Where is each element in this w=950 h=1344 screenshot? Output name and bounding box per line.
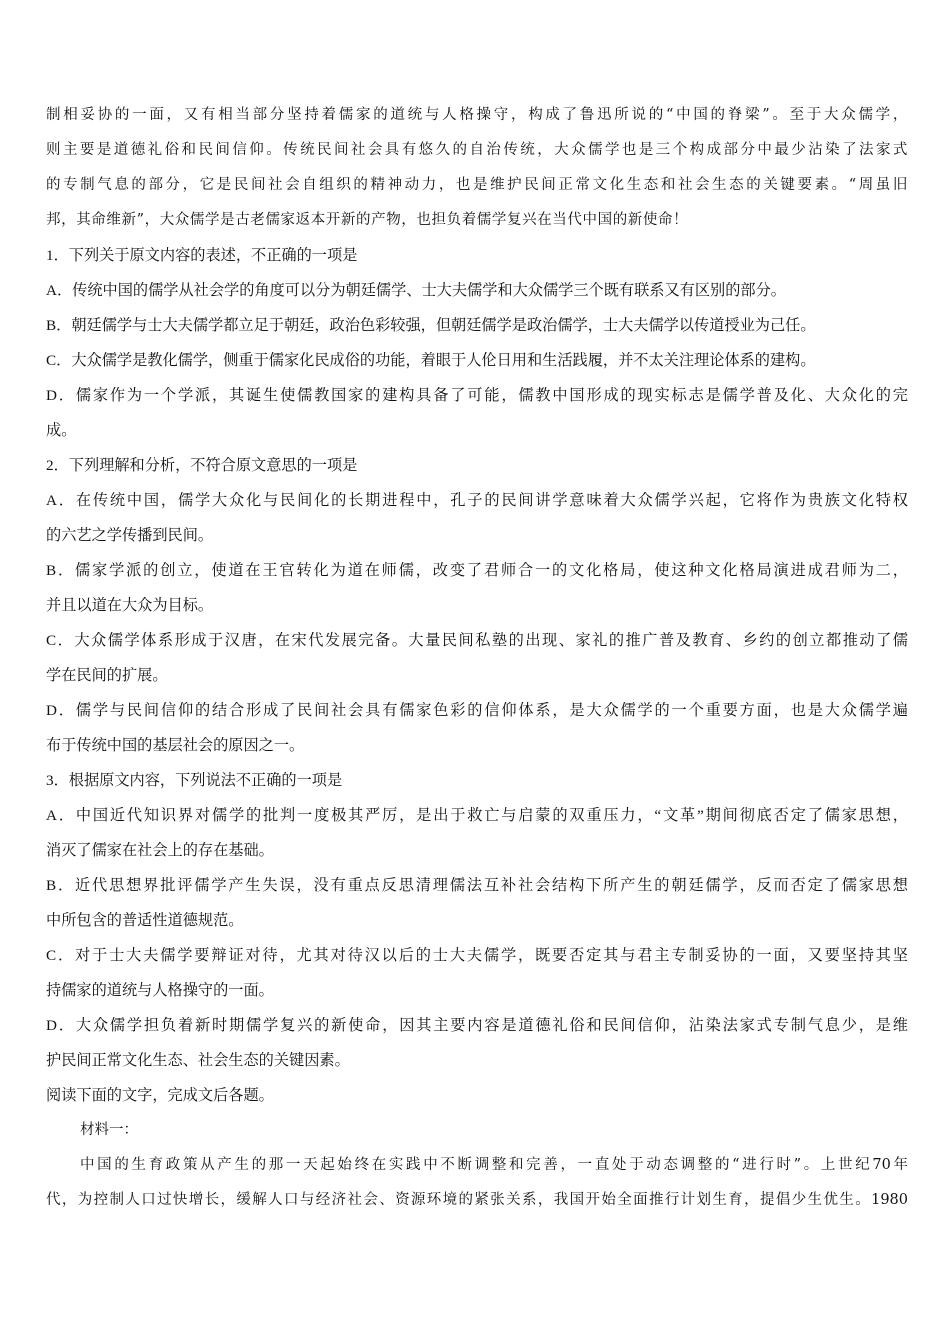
- option-c: C．对于士大夫儒学要辩证对待，尤其对待汉以后的士大夫儒学，既要否定其与君主专制妥协的一面，又要坚持其坚: [46, 947, 908, 964]
- option-d: D．儒家作为一个学派，其诞生使儒教国家的建构具备了可能，儒教中国形成的现实标志是儒学普及化、大众化的完: [46, 387, 908, 404]
- document-page: [46, 98, 908, 1218]
- question-stem: 3．根据原文内容，下列说法不正确的一项是: [46, 772, 343, 789]
- material-line: 中国的生育政策从产生的那一天起始终在实践中不断调整和完善，一直处于动态调整的“进行时”。上世纪70年: [80, 1157, 908, 1173]
- passage-end: [46, 98, 908, 238]
- material-line: 代，为控制人口过快增长，缓解人口与经济社会、资源环境的紧张关系，我国开始全面推行计划生育，提倡少生优生。1980: [46, 1192, 908, 1208]
- option-a-cont: 消灭了儒家在社会上的存在基础。: [46, 842, 274, 859]
- option-a-cont: 的六艺之学传播到民间。: [46, 527, 214, 544]
- question-3: [46, 763, 908, 1078]
- question-stem: 1．下列关于原文内容的表述，不正确的一项是: [46, 247, 358, 264]
- option-c-cont: 学在民间的扩展。: [46, 667, 168, 684]
- option-c-cont: 持儒家的道统与人格操守的一面。: [46, 982, 274, 999]
- question-stem: 2．下列理解和分析，不符合原文意思的一项是: [46, 457, 358, 474]
- reading-instruction: 阅读下面的文字，完成文后各题。: [46, 1087, 274, 1104]
- option-a: A．中国近代知识界对儒学的批判一度极其严厉，是出于救亡与启蒙的双重压力，“文革”期间彻底否定了儒家思想，: [46, 807, 908, 824]
- option-d-cont: 成。: [46, 422, 77, 439]
- option-a: A．传统中国的儒学从社会学的角度可以分为朝廷儒学、士大夫儒学和大众儒学三个既有联系又有区别的部分。: [46, 282, 786, 299]
- option-b: B．近代思想界批评儒学产生失误，没有重点反思清理儒法互补社会结构下所产生的朝廷儒学，反而否定了儒家思想: [46, 877, 908, 894]
- passage-line: 制相妥协的一面，又有相当部分坚持着儒家的道统与人格操守，构成了鲁迅所说的“中国的脊梁”。至于大众儒学，: [46, 107, 908, 123]
- material-one: [46, 1113, 908, 1218]
- passage-line: 则主要是道德礼俗和民间信仰。传统民间社会具有悠久的自治传统，大众儒学也是三个构成部分中最少沾染了法家式: [46, 142, 908, 158]
- option-b-cont: 并且以道在大众为目标。: [46, 597, 214, 614]
- option-a: A．在传统中国，儒学大众化与民间化的长期进程中，孔子的民间讲学意味着大众儒学兴起，它将作为贵族文化特权: [46, 492, 908, 509]
- passage-line: 的专制气息的部分，它是民间社会自组织的精神动力，也是维护民间正常文化生态和社会生态的关键要素。“周虽旧: [46, 177, 908, 193]
- option-b: B．儒家学派的创立，使道在王官转化为道在师儒，改变了君师合一的文化格局，使这种文化格局演进成君师为二，: [46, 562, 908, 579]
- option-d: D．大众儒学担负着新时期儒学复兴的新使命，因其主要内容是道德礼俗和民间信仰，沾染法家式专制气息少，是维: [46, 1017, 908, 1034]
- option-d-cont: 布于传统中国的基层社会的原因之一。: [46, 737, 305, 754]
- question-1: [46, 238, 908, 448]
- question-2: [46, 448, 908, 763]
- option-c: C．大众儒学是教化儒学，侧重于儒家化民成俗的功能，着眼于人伦日用和生活践履，并不太关注理论体系的建构。: [46, 352, 816, 369]
- option-b: B．朝廷儒学与士大夫儒学都立足于朝廷，政治色彩较强，但朝廷儒学是政治儒学，士大夫儒学以传道授业为己任。: [46, 317, 816, 334]
- option-d-cont: 护民间正常文化生态、社会生态的关键因素。: [46, 1052, 350, 1069]
- option-c: C．大众儒学体系形成于汉唐，在宋代发展完备。大量民间私塾的出现、家礼的推广普及教育、乡约的创立都推动了儒: [46, 632, 908, 649]
- passage-line: 邦，其命维新”，大众儒学是古老儒家返本开新的产物，也担负着儒学复兴在当代中国的新使命！: [46, 212, 689, 228]
- material-label: 材料一：: [80, 1122, 138, 1138]
- option-d: D．儒学与民间信仰的结合形成了民间社会具有儒家色彩的信仰体系，是大众儒学的一个重要方面，也是大众儒学遍: [46, 702, 908, 719]
- option-b-cont: 中所包含的普适性道德规范。: [46, 912, 244, 929]
